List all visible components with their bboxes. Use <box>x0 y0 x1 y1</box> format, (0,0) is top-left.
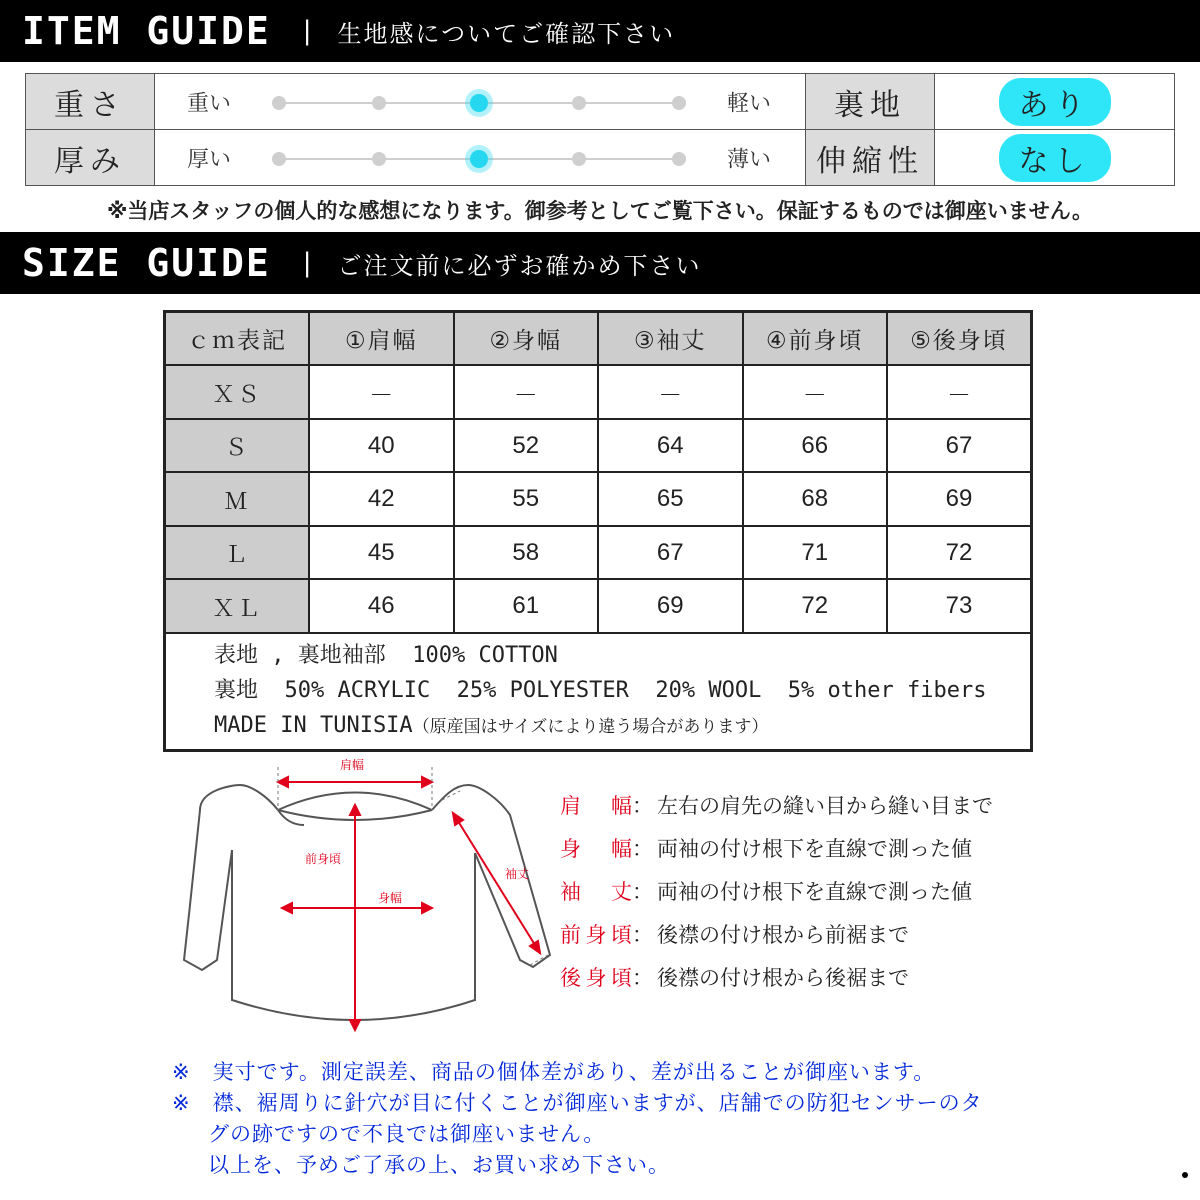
definition-item: 肩幅： 左右の肩先の縫い目から縫い目まで <box>560 785 993 828</box>
header-sleeve: ③袖丈 <box>598 312 743 366</box>
header-cm: ｃｍ表記 <box>165 312 310 366</box>
thickness-left-label: 厚い <box>187 147 232 172</box>
table-cell: 71 <box>743 526 888 579</box>
header-shoulder: ①肩幅 <box>309 312 454 366</box>
table-cell: 69 <box>598 579 743 632</box>
shoulder-diagram-label: 肩幅 <box>340 758 365 772</box>
note-line <box>172 1119 983 1150</box>
size-table <box>163 310 1033 752</box>
definition-item: 袖丈： 両袖の付け根下を直線で測った値 <box>560 871 993 914</box>
corner-dot <box>1182 1172 1188 1178</box>
header-back-length: ⑤後身頃 <box>887 312 1032 366</box>
note-text: グの跡ですので不良では御座いません。 <box>208 1122 606 1146</box>
scale-dot <box>672 96 686 110</box>
table-cell: 64 <box>598 419 743 472</box>
item-guide-title: ITEM GUIDE <box>22 9 271 53</box>
stretch-value-badge: なし <box>999 134 1111 182</box>
definition-item: 身幅： 両袖の付け根下を直線で測った値 <box>560 828 993 871</box>
size-label: Ｌ <box>165 526 310 579</box>
table-cell: 42 <box>309 472 454 525</box>
garment-diagram <box>170 755 560 1045</box>
material-line-lining: 裏地 50% ACRYLIC 25% POLYESTER 20% WOOL 5% other fibers <box>214 677 987 703</box>
size-label: ＸＳ <box>165 365 310 418</box>
measurement-definitions <box>560 785 993 1000</box>
table-row <box>165 579 1032 632</box>
table-cell: 72 <box>887 526 1032 579</box>
fabric-feel-table <box>25 73 1175 186</box>
definition-term: 肩幅 <box>560 794 632 818</box>
table-cell: － <box>454 365 599 418</box>
materials-cell <box>165 633 1032 751</box>
fabric-disclaimer: ※当店スタッフの個人的な感想になります。御参考としてご覧下さい。保証するものでは御座いません。 <box>107 199 1093 223</box>
scale-dot <box>272 152 286 166</box>
weight-left-label: 重い <box>187 91 232 116</box>
scale-dot-selected <box>470 94 488 112</box>
table-cell: 61 <box>454 579 599 632</box>
table-cell: － <box>887 365 1032 418</box>
definition-item: 前身頃： 後襟の付け根から前裾まで <box>560 914 993 957</box>
size-guide-title: SIZE GUIDE <box>22 241 271 285</box>
stretch-value-cell <box>935 130 1175 186</box>
weight-row <box>26 74 1175 130</box>
item-guide-header <box>0 0 1200 62</box>
thickness-right-label: 薄い <box>726 147 771 172</box>
scale-dot <box>372 152 386 166</box>
definition-term: 袖丈 <box>560 880 632 904</box>
table-row <box>165 526 1032 579</box>
table-cell: 65 <box>598 472 743 525</box>
table-cell: 66 <box>743 419 888 472</box>
thickness-track <box>279 158 679 160</box>
header-body-width: ②身幅 <box>454 312 599 366</box>
size-guide-subtitle: ご注文前に必ずお確かめ下さい <box>337 251 702 280</box>
scale-dot <box>372 96 386 110</box>
front-length-diagram-label: 前身頃 <box>305 852 342 866</box>
size-notes <box>172 1057 983 1181</box>
definition-desc: 後襟の付け根から前裾まで <box>657 923 909 947</box>
weight-track <box>279 102 679 104</box>
thickness-scale <box>155 130 806 186</box>
weight-label: 重さ <box>26 74 155 130</box>
definition-desc: 後襟の付け根から後裾まで <box>657 966 909 990</box>
table-row <box>165 365 1032 418</box>
scale-dot <box>672 152 686 166</box>
table-cell: 46 <box>309 579 454 632</box>
definition-term: 前身頃 <box>560 923 632 947</box>
note-text: 以上を、予めご了承の上、お買い求め下さい。 <box>208 1153 670 1177</box>
definition-desc: 左右の肩先の縫い目から縫い目まで <box>657 794 993 818</box>
sleeve-diagram-label: 袖丈 <box>505 867 530 881</box>
table-cell: － <box>743 365 888 418</box>
table-cell: 67 <box>887 419 1032 472</box>
stretch-label: 伸縮性 <box>806 130 935 186</box>
note-text: 実寸です。測定誤差、商品の個体差があり、差が出ることが御座います。 <box>212 1060 936 1084</box>
table-row <box>165 472 1032 525</box>
table-cell: 73 <box>887 579 1032 632</box>
table-cell: 68 <box>743 472 888 525</box>
origin-note: （原産国はサイズにより違う場合があります） <box>412 716 769 737</box>
material-line-outer: 表地 , 裏地袖部 100% COTTON <box>214 642 558 668</box>
note-mark: ※ <box>172 1091 191 1115</box>
note-mark: ※ <box>172 1060 191 1084</box>
note-line <box>172 1150 983 1181</box>
thickness-row <box>26 130 1175 186</box>
table-cell: 58 <box>454 526 599 579</box>
size-header-row <box>165 312 1032 366</box>
scale-dot-selected <box>470 150 488 168</box>
note-text: 襟、裾周りに針穴が目に付くことが御座いますが、店舗での防犯センサーのタ <box>212 1091 983 1115</box>
table-cell: 45 <box>309 526 454 579</box>
header-separator: | <box>302 16 312 46</box>
thickness-label: 厚み <box>26 130 155 186</box>
table-cell: － <box>309 365 454 418</box>
header-front-length: ④前身頃 <box>743 312 888 366</box>
lining-value-badge: あり <box>999 78 1111 126</box>
size-label: Ｍ <box>165 472 310 525</box>
note-line <box>172 1088 983 1119</box>
table-cell: 40 <box>309 419 454 472</box>
table-cell: － <box>598 365 743 418</box>
garment-outline <box>184 785 550 1020</box>
definition-desc: 両袖の付け根下を直線で測った値 <box>657 880 972 904</box>
table-cell: 52 <box>454 419 599 472</box>
table-row <box>165 419 1032 472</box>
table-cell: 55 <box>454 472 599 525</box>
table-cell: 69 <box>887 472 1032 525</box>
table-cell: 67 <box>598 526 743 579</box>
definition-item: 後身頃： 後襟の付け根から後裾まで <box>560 957 993 1000</box>
scale-dot <box>572 152 586 166</box>
lining-label: 裏地 <box>806 74 935 130</box>
table-cell: 72 <box>743 579 888 632</box>
definition-term: 後身頃 <box>560 966 632 990</box>
size-guide-header <box>0 232 1200 294</box>
origin-country: MADE IN TUNISIA <box>214 712 413 738</box>
lining-value-cell <box>935 74 1175 130</box>
header-separator: | <box>302 248 312 278</box>
material-line-origin-wrap <box>214 708 1030 745</box>
materials-row <box>165 633 1032 751</box>
note-line <box>172 1057 983 1088</box>
weight-right-label: 軽い <box>726 91 771 116</box>
item-guide-subtitle: 生地感についてご確認下さい <box>337 19 676 48</box>
scale-dot <box>272 96 286 110</box>
size-label: ＸＬ <box>165 579 310 632</box>
definition-term: 身幅 <box>560 837 632 861</box>
definition-desc: 両袖の付け根下を直線で測った値 <box>657 837 972 861</box>
weight-scale <box>155 74 806 130</box>
scale-dot <box>572 96 586 110</box>
size-label: Ｓ <box>165 419 310 472</box>
body-width-diagram-label: 身幅 <box>378 891 403 905</box>
